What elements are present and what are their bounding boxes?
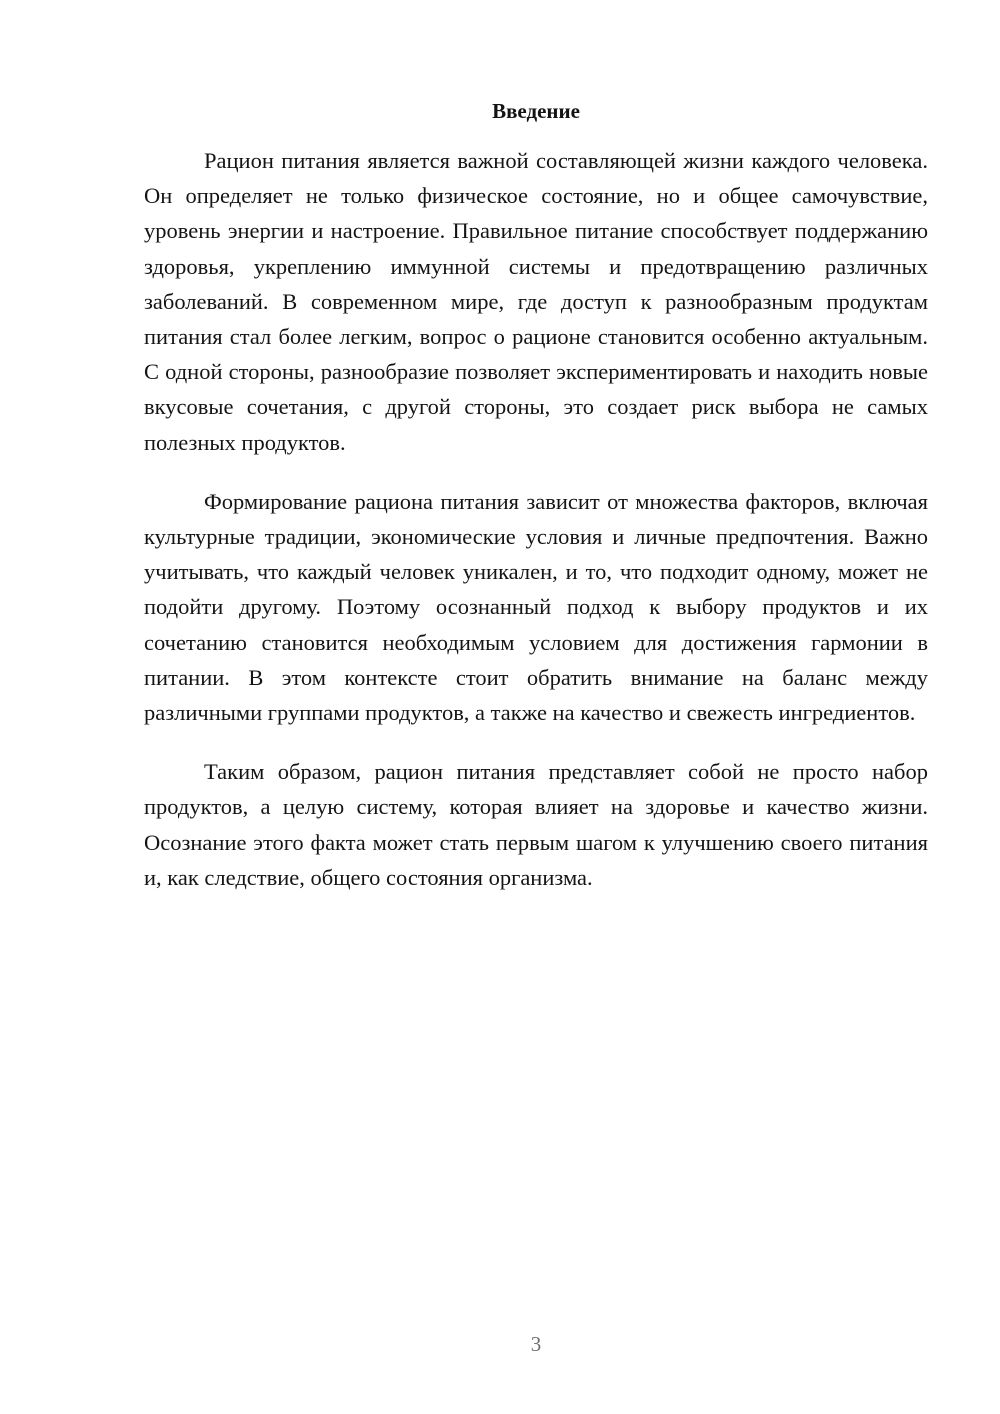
page-number: 3 xyxy=(530,1332,542,1356)
paragraph-3: Таким образом, рацион питания представляет собой не просто набор продуктов, а целую систему, которая влияет на здоровье и качество жизни. Осознание этого факта может стать первым шагом к улучшению своего питания и, как следствие, общего состояния организма. xyxy=(144,759,928,890)
paragraph-1: Рацион питания является важной составляющей жизни каждого человека. Он определяет не только физическое состояние, но и общее самочувствие, уровень энергии и настроение. Правильное питание способствует поддержанию здоровья, укреплению иммунной системы и предотвращению различных заболеваний. В современном мире, где доступ к разнообразным продуктам питания стал более легким, вопрос о рационе становится особенно актуальным. С одной стороны, разнообразие позволяет экспериментировать и находить новые вкусовые сочетания, с другой стороны, это создает риск выбора не самых полезных продуктов. xyxy=(144,148,928,455)
section-heading: Введение xyxy=(492,99,580,123)
body-text xyxy=(144,143,928,919)
paragraph-2: Формирование рациона питания зависит от множества факторов, включая культурные традиции, экономические условия и личные предпочтения. Важно учитывать, что каждый человек уникален, и то, что подходит одному, может не подойти другому. Поэтому осознанный подход к выбору продуктов и их сочетанию становится необходимым условием для достижения гармонии в питании. В этом контексте стоит обратить внимание на баланс между различными группами продуктов, а также на качество и свежесть ингредиентов. xyxy=(144,488,928,726)
